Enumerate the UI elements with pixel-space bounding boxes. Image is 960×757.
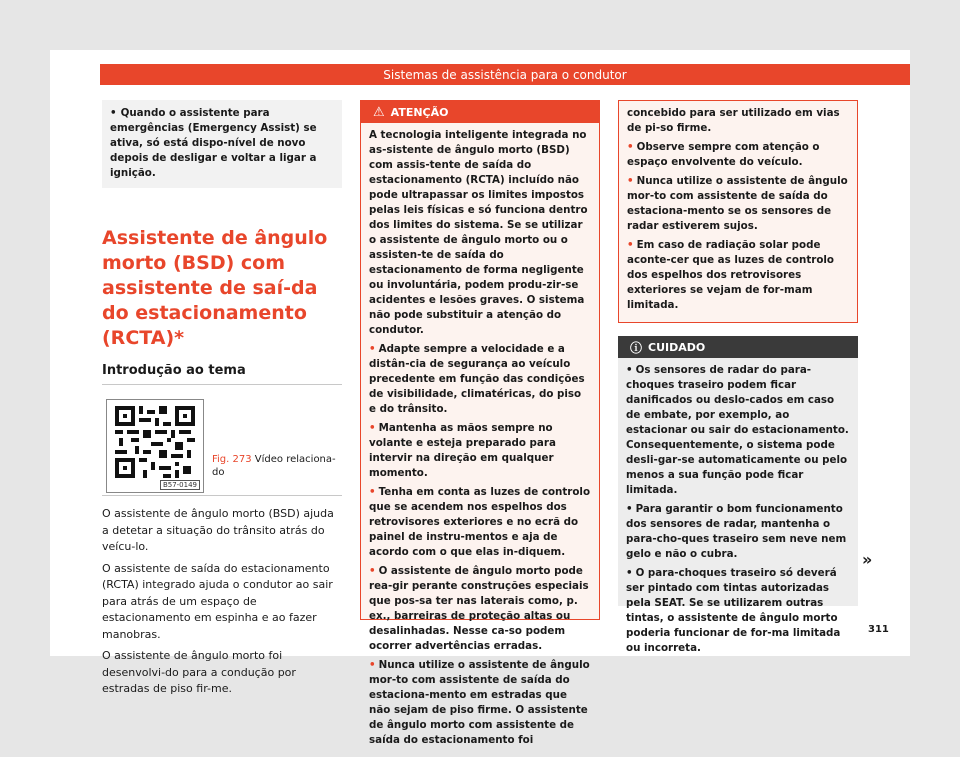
body-paragraph: O assistente de ângulo morto foi desenvolvi-do para a condução por estradas de piso fir-me. bbox=[102, 649, 296, 695]
warning-bullet: • Nunca utilize o assistente de ângulo mor-to com assistente de saída do estaciona-mento em estradas que não sejam de piso firme. O assistente de ângulo morto com assistente de saída do estacionamento foi bbox=[369, 659, 590, 746]
bullet-dot: • bbox=[369, 486, 376, 498]
chapter-title: Sistemas de assistência para o condutor bbox=[383, 67, 627, 82]
warning-bullet: • Observe sempre com atenção o espaço envolvente do veículo. bbox=[627, 141, 820, 168]
section-subtitle: Introdução ao tema bbox=[102, 363, 342, 385]
bullet-dot: • bbox=[626, 503, 633, 515]
manual-page bbox=[50, 50, 910, 746]
warning-continued-text: concebido para ser utilizado em vias de pi-so firme. bbox=[627, 107, 840, 134]
section-title: Assistente de ângulo morto (BSD) com assistente de saí-da do estacionamento (RCTA)* bbox=[102, 227, 328, 349]
chapter-header bbox=[100, 64, 910, 85]
bullet-dot: • bbox=[627, 239, 634, 251]
info-circle-icon: ⓘ bbox=[630, 340, 643, 355]
intro-bullet-box bbox=[102, 100, 342, 188]
figure-caption bbox=[212, 453, 342, 479]
figure-caption-text: Vídeo relaciona-do bbox=[212, 454, 336, 478]
caution-bullet: • O para-choques traseiro só deverá ser pintado com tintas autorizadas pela SEAT. Se se utilizarem outras tintas, o assistente de ângulo morto poderia funcionar de for-ma limitada ou incorreta. bbox=[626, 567, 841, 654]
figure-code: B57-0149 bbox=[160, 480, 200, 490]
caution-box bbox=[618, 336, 858, 654]
warning-bullet: • O assistente de ângulo morto pode rea-gir perante construções especiais que pos-sa ter nas laterais como, p. ex., barreiras de proteção altas ou desalinhadas. Nesse ca-so podem ocorrer advertências erradas. bbox=[369, 565, 589, 652]
warning-title: ATENÇÃO bbox=[390, 105, 449, 119]
caution-header bbox=[618, 336, 858, 358]
column-right bbox=[618, 100, 858, 654]
warning-body bbox=[361, 123, 599, 757]
intro-bullet-text: Quando o assistente para emergências (Emergency Assist) se ativa, só está dispo-nível de novo depois de desligar e voltar a ligar a ignição. bbox=[110, 107, 317, 179]
warning-bullet: • Mantenha as mãos sempre no volante e esteja preparado para intervir na direção em qualquer momento. bbox=[369, 422, 556, 479]
bullet-dot: • bbox=[369, 343, 376, 355]
bullet-dot: • bbox=[110, 107, 117, 119]
warning-box-continued bbox=[618, 100, 858, 323]
caution-bullet: • Para garantir o bom funcionamento dos sensores de radar, mantenha o para-cho-ques traseiro sem neve nem gelo e não o cubra. bbox=[626, 503, 847, 560]
bullet-dot: • bbox=[369, 659, 376, 671]
bullet-dot: • bbox=[369, 422, 376, 434]
bullet-dot: • bbox=[369, 565, 376, 577]
body-paragraph: O assistente de saída do estacionamento (RCTA) integrado ajuda o condutor ao sair para atrás de um espaço de estacionamento em espinha e ao fazer manobras. bbox=[102, 561, 333, 641]
bullet-dot: • bbox=[627, 141, 634, 153]
figure-number: Fig. 273 bbox=[212, 454, 252, 465]
bullet-dot: • bbox=[627, 175, 634, 187]
page-number: 311 bbox=[868, 624, 889, 635]
warning-bullet: • Tenha em conta as luzes de controlo que se acendem nos espelhos dos retrovisores exteriores e no ecrã do painel de instru-mentos e aja de acordo com o que elas in-diquem. bbox=[369, 486, 591, 558]
warning-bullet: • Nunca utilize o assistente de ângulo mor-to com assistente de saída do estaciona-mento se os sensores de radar estiverem sujos. bbox=[627, 175, 848, 232]
continue-arrow-icon: » bbox=[862, 550, 873, 569]
caution-title: CUIDADO bbox=[648, 340, 706, 354]
qr-code-image[interactable] bbox=[106, 399, 204, 493]
body-text bbox=[102, 506, 342, 698]
warning-bullet: • Em caso de radiação solar pode aconte-cer que as luzes de controlo dos espelhos dos retrovisores exteriores se vejam de for-mam limitada. bbox=[627, 239, 834, 311]
caution-body bbox=[618, 358, 858, 665]
figure-273 bbox=[102, 397, 342, 496]
warning-header bbox=[361, 101, 599, 123]
warning-bullet: • Adapte sempre a velocidade e a distân-cia de segurança ao veículo precedente em função das condições de visibilidade, climatéricas, do piso e do trânsito. bbox=[369, 343, 585, 415]
caution-bullet: • Os sensores de radar do para-choques traseiro podem ficar danificados ou deslo-cados em caso de embate, por exemplo, ao estacionar ou sair do estacionamento. Consequentemente, o sistema pode desli-gar-se automaticamente ou pelo menos a sua função pode ficar limitada. bbox=[626, 364, 849, 496]
qr-code-icon bbox=[115, 406, 195, 478]
bullet-dot: • bbox=[626, 567, 633, 579]
warning-intro: A tecnologia inteligente integrada no as-sistente de ângulo morto (BSD) com assis-tente de saída do estacionamento (RCTA) incluído não pode ultrapassar os limites impostos pelas leis físicas e só funciona dentro dos limites do sistema. Se se utilizar o assistente de ângulo morto ou o assisten-te de saída do estacionamento de forma negligente ou involuntária, podem produ-zir-se acidentes e lesões graves. O sistema não pode substituir a atenção do condutor. bbox=[369, 129, 588, 336]
column-left bbox=[102, 100, 342, 703]
column-middle bbox=[360, 100, 600, 746]
body-paragraph: O assistente de ângulo morto (BSD) ajuda a detetar a situação do trânsito atrás do veícu-lo. bbox=[102, 507, 334, 553]
bullet-dot: • bbox=[626, 364, 633, 376]
warning-box bbox=[360, 100, 600, 746]
warning-triangle-icon: ⚠ bbox=[373, 104, 385, 120]
